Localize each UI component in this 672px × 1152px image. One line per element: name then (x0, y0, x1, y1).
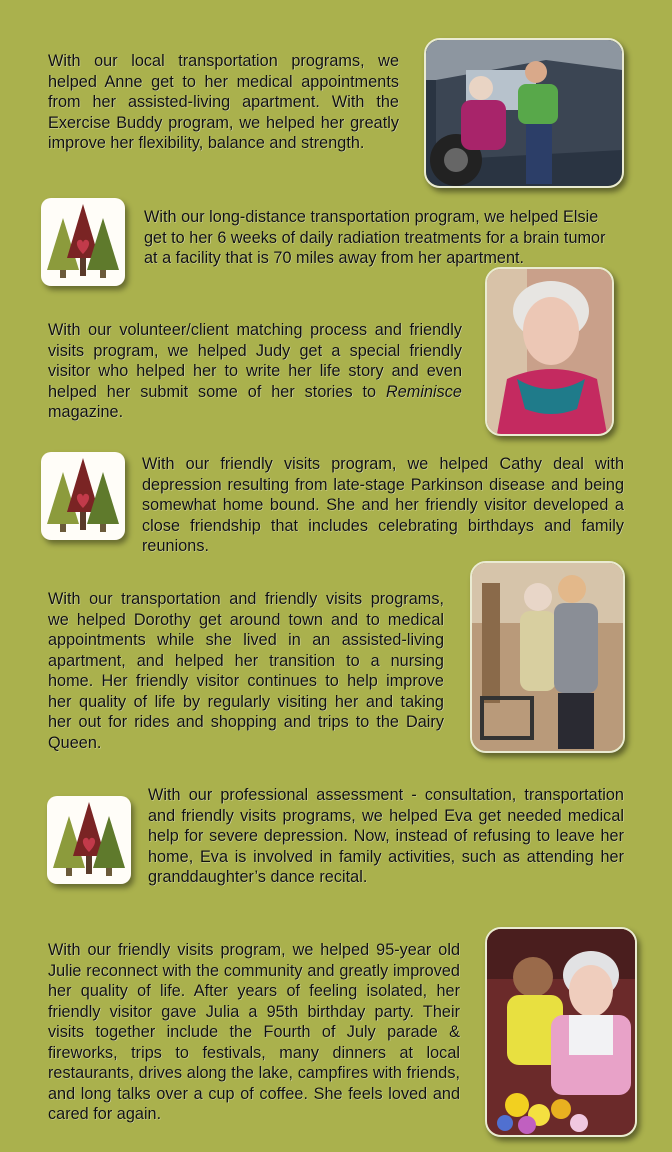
photo-dorothy (470, 561, 625, 753)
photo-julie (485, 927, 637, 1137)
photo-judy (485, 267, 614, 436)
story-julie-text: With our friendly visits program, we helped 95-year old Julie reconnect with the community and greatly improved her quality of life. After years of feeling isolated, her friendly visitor gave Julia a 95th birthday party. Their visits together include the Fourth of July parade & fireworks, trips to festivals, many dinners at local restaurants, drives along the lake, campfires with friends, and long talks over a cup of coffee. She feels loved and cared for again. (48, 941, 460, 1123)
story-elsie-text: With our long-distance transportation program, we helped Elsie get to her 6 weeks of daily radiation treatments for a brain tumor at a facility that is 70 miles away from her apartment. (144, 208, 606, 267)
story-eva-text: With our professional assessment - consultation, transportation and friendly visits programs, we helped Eva get needed medical help for severe depression. Now, instead of refusing to leave her home, Eva is involved in family activities, such as attending her granddaughter’s dance recital. (148, 786, 624, 886)
tree-heart-logo (41, 198, 125, 286)
story-anne-text: With our local transportation programs, we helped Anne get to her medical appointments from her assisted-living apartment. With the Exercise Buddy program, we helped her greatly improve her flexibility, balance and strength. (48, 52, 399, 152)
tree-heart-logo (47, 796, 131, 884)
story-dorothy-text: With our transportation and friendly visits programs, we helped Dorothy get around town and to medical appointments while she lived in an assisted-living apartment, and helped her transition to a nursing home. Her friendly visitor continues to help improve her quality of life by regularly visiting her and taking her out for rides and shopping and trips to the Dairy Queen. (48, 590, 444, 752)
photo-anne-car (424, 38, 624, 188)
story-judy-text-end: magazine. (48, 403, 124, 421)
magazine-title: Reminisce (385, 382, 462, 401)
story-judy-text-start: With our volunteer/client matching process and friendly visits program, we helped Judy get a special friendly visitor who helped her to write her life story and even helped her submit some of her stories to (48, 321, 462, 401)
story-judy-text (48, 320, 462, 423)
story-cathy-text: With our friendly visits program, we helped Cathy deal with depression resulting from late-stage Parkinson disease and being somewhat home bound. She and her friendly visitor developed a close friendship that includes celebrating birthdays and family reunions. (142, 455, 624, 555)
tree-heart-logo (41, 452, 125, 540)
